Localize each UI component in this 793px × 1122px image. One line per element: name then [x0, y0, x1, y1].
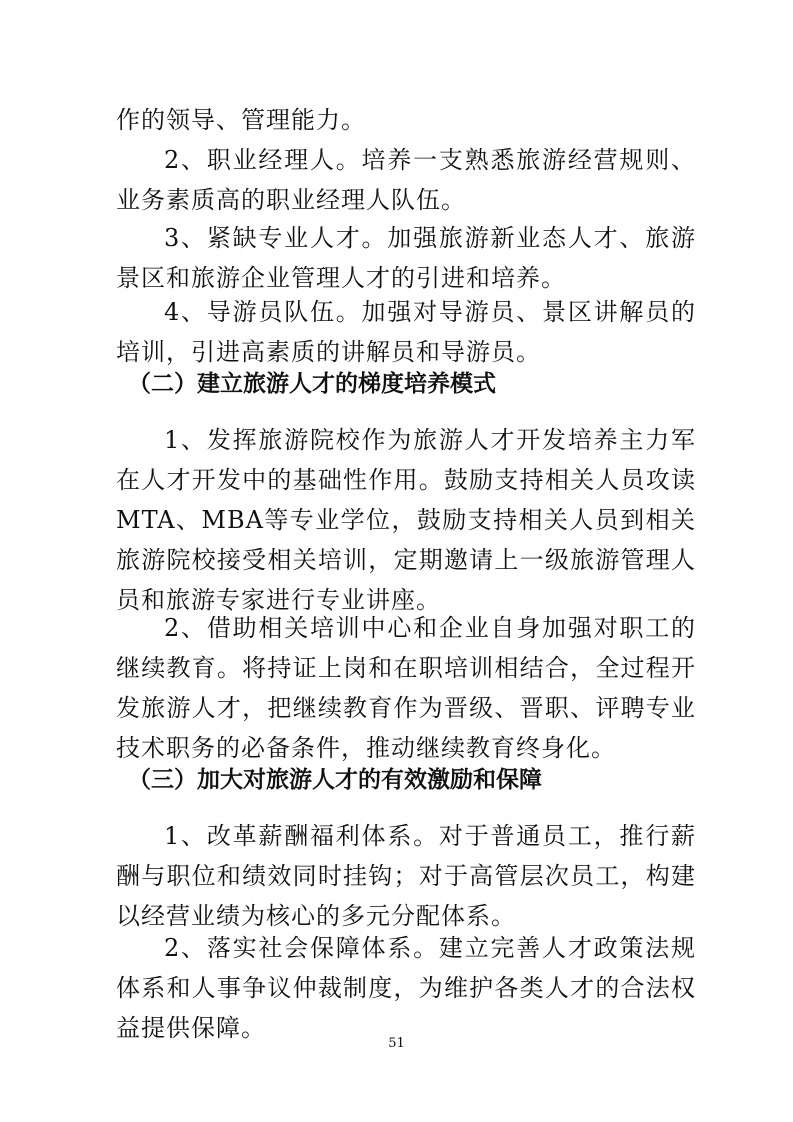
paragraph-tour-guides: 4、导游员队伍。加强对导游员、景区讲解员的培训，引进高素质的讲解员和导游员。: [116, 298, 696, 366]
paragraph-tourism-schools: 1、发挥旅游院校作为旅游人才开发培养主力军在人才开发中的基础性作用。鼓励支持相关人员攻读MTA、MBA等专业学位，鼓励支持相关人员到相关旅游院校接受相关培训，定期邀请上一级旅游管理人员和旅游专家进行专业讲座。: [116, 426, 696, 614]
paragraph-continuation: 作的领导、管理能力。: [116, 106, 366, 134]
paragraph-social-security: 2、落实社会保障体系。建立完善人才政策法规体系和人事争议仲裁制度，为维护各类人才的合法权益提供保障。: [116, 934, 696, 1042]
section-heading-three: （三）加大对旅游人才的有效激励和保障: [128, 767, 542, 793]
paragraph-professional-managers: 2、职业经理人。培养一支熟悉旅游经营规则、业务素质高的职业经理人队伍。: [116, 146, 696, 214]
paragraph-scarce-talent: 3、紧缺专业人才。加强旅游新业态人才、旅游景区和旅游企业管理人才的引进和培养。: [116, 224, 696, 292]
paragraph-continuing-education: 2、借助相关培训中心和企业自身加强对职工的继续教育。将持证上岗和在职培训相结合，全过程开发旅游人才，把继续教育作为晋级、晋职、评聘专业技术职务的必备条件，推动继续教育终身化。: [116, 614, 696, 762]
section-heading-two: （二）建立旅游人才的梯度培养模式: [128, 371, 496, 397]
paragraph-salary-system: 1、改革薪酬福利体系。对于普通员工，推行薪酬与职位和绩效同时挂钩；对于高管层次员工，构建以经营业绩为核心的多元分配体系。: [116, 822, 696, 930]
page-number: 51: [388, 1036, 405, 1051]
